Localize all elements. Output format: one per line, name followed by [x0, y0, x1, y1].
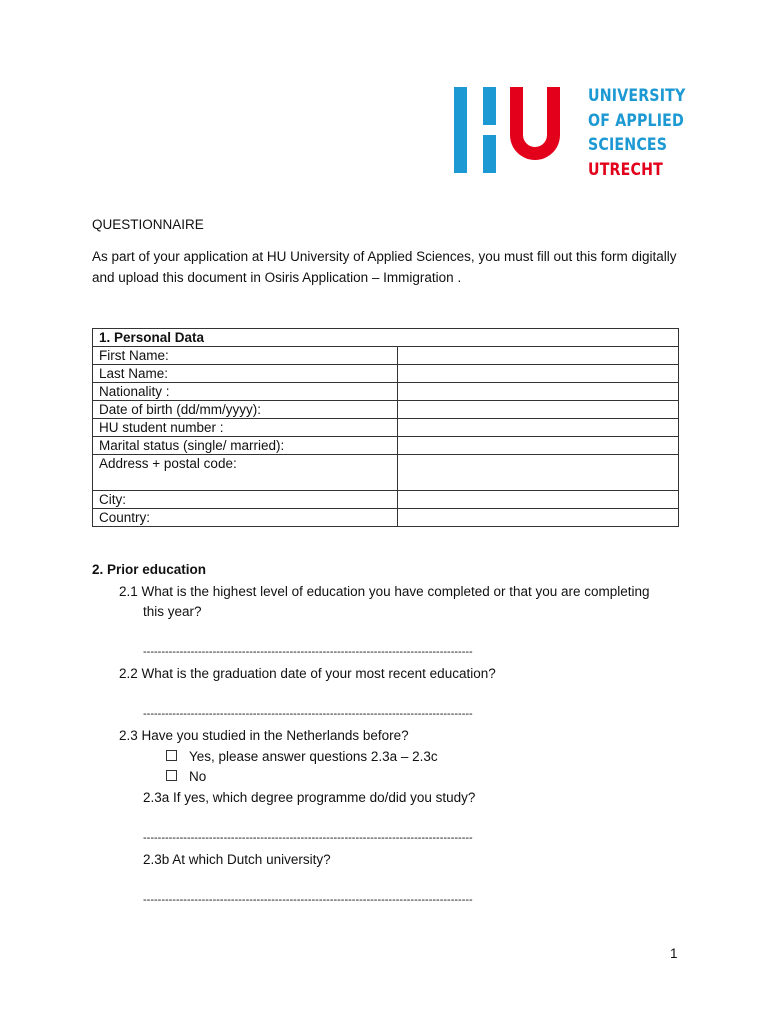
date-of-birth-label: Date of birth (dd/mm/yyyy):	[93, 401, 398, 419]
student-number-field[interactable]	[398, 419, 679, 437]
city-field[interactable]	[398, 491, 679, 509]
logo-bar-left	[454, 87, 467, 173]
logo-u	[510, 87, 560, 160]
answer-line-2-1[interactable]: ------------------------------------------------------------------------------------------	[143, 646, 473, 658]
option-no-label: No	[189, 769, 207, 784]
student-number-label: HU student number :	[93, 419, 398, 437]
date-of-birth-field[interactable]	[398, 401, 679, 419]
answer-line-2-3b[interactable]: ------------------------------------------------------------------------------------------	[143, 894, 473, 906]
logo-bar-mid-top	[483, 87, 496, 125]
city-label: City:	[93, 491, 398, 509]
address-label: Address + postal code:	[93, 455, 398, 491]
last-name-label: Last Name:	[93, 365, 398, 383]
question-2-3b: 2.3b At which Dutch university?	[143, 852, 331, 867]
logo-line-2: OF APPLIED	[588, 110, 684, 130]
option-yes[interactable]	[166, 749, 438, 764]
logo-line-1: UNIVERSITY	[588, 86, 686, 105]
personal-data-table	[92, 328, 679, 527]
last-name-field[interactable]	[398, 365, 679, 383]
logo-bar-mid-bottom	[483, 135, 496, 173]
marital-status-label: Marital status (single/ married):	[93, 437, 398, 455]
logo-wordmark	[588, 84, 685, 182]
question-2-1: 2.1 What is the highest level of education you have completed or that you are completing this year?	[119, 584, 650, 619]
nationality-label: Nationality :	[93, 383, 398, 401]
address-field[interactable]	[398, 455, 679, 491]
first-name-field[interactable]	[398, 347, 679, 365]
checkbox-no[interactable]	[166, 770, 177, 781]
first-name-label: First Name:	[93, 347, 398, 365]
checkbox-yes[interactable]	[166, 750, 177, 761]
country-field[interactable]	[398, 509, 679, 527]
question-2-2: 2.2 What is the graduation date of your most recent education?	[119, 666, 496, 681]
answer-line-2-3a[interactable]: ------------------------------------------------------------------------------------------	[143, 832, 473, 844]
page-title: QUESTIONNAIRE	[92, 217, 204, 232]
option-no[interactable]	[166, 769, 206, 784]
page-number: 1	[670, 946, 678, 961]
marital-status-field[interactable]	[398, 437, 679, 455]
intro-text: As part of your application at HU University of Applied Sciences, you must fill out this form digitally and upload this document in Osiris Application – Immigration .	[92, 249, 677, 285]
question-2-3a: 2.3a If yes, which degree programme do/did you study?	[143, 790, 476, 805]
answer-line-2-2[interactable]: ------------------------------------------------------------------------------------------	[143, 708, 473, 720]
country-label: Country:	[93, 509, 398, 527]
personal-data-header: 1. Personal Data	[93, 329, 679, 347]
nationality-field[interactable]	[398, 383, 679, 401]
logo-line-3: SCIENCES	[588, 135, 668, 154]
option-yes-label: Yes, please answer questions 2.3a – 2.3c	[189, 749, 438, 764]
logo-line-4: UTRECHT	[588, 159, 664, 179]
prior-education-header: 2. Prior education	[92, 562, 207, 577]
question-2-3: 2.3 Have you studied in the Netherlands before?	[119, 728, 409, 743]
